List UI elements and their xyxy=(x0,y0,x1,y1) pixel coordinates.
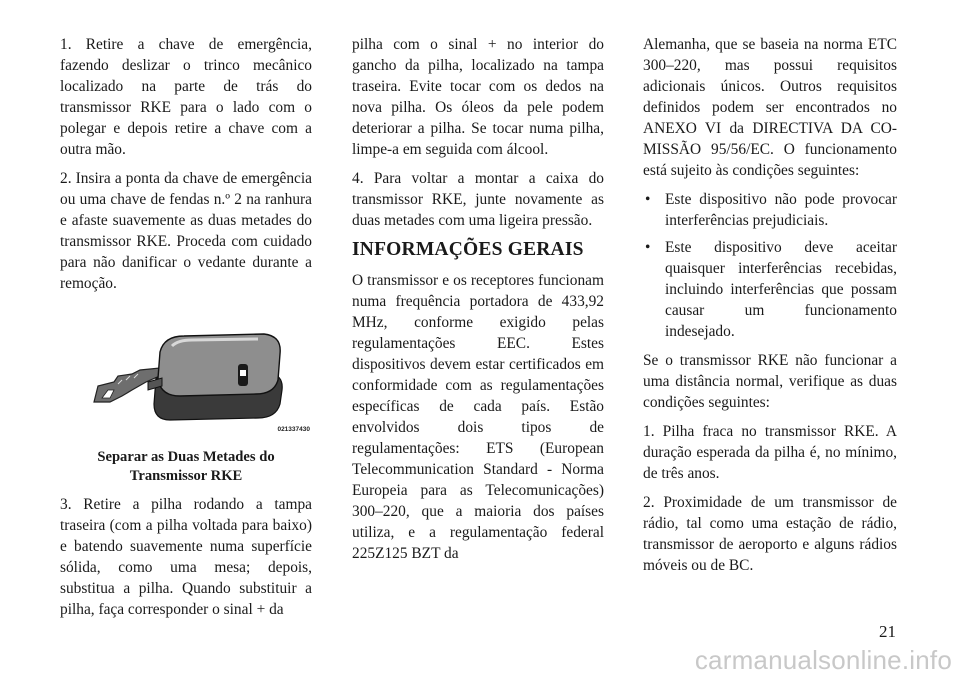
paragraph-regulations: Alemanha, que se baseia na norma ETC 300–220, mas possui requisitos adicionais únicos. Outros requisitos definidos podem ser encontrados no ANEXO VI da DIRECTIVA DA CO-MISSÃO 95/56/EC. O funcionamento está sujeito às condições seguintes: xyxy=(643,36,897,179)
paragraph-step-2: 2. Insira a ponta da chave de emergência ou uma chave de fendas n.º 2 na ranhura e afaste suavemente as duas metades do transmissor RKE. Proceda com cuidado para não danificar o vedante durante a remoção. xyxy=(60,170,312,292)
figure-caption: Separar as Duas Metades do Transmissor RKE xyxy=(97,449,275,484)
paragraph-general-info: O transmissor e os receptores funcionam numa frequência portadora de 433,92 MHz, conforme exigido pelas regulamentações EEC. Estes dispositivos devem estar certificados em conformidade com as regulamentações específicas de cada país. Estão envolvidos dois tipos de regulamentações: ETS (European Telecommunication Standard - Norma Europeia para as Telecomunicações) 300–220, que a maioria dos países utiliza, e a regulamentação federal 225Z125 BZT da xyxy=(352,272,604,562)
conditions-list xyxy=(643,189,897,342)
bullet-icon: • xyxy=(645,191,651,208)
paragraph-troubleshoot-intro: Se o transmissor RKE não funcionar a uma distância normal, verifique as duas condições seguintes: xyxy=(643,352,897,411)
paragraph-condition-1: 1. Pilha fraca no transmissor RKE. A duração esperada da pilha é, no mínimo, de três anos. xyxy=(643,423,897,482)
watermark: carmanualsonline.info xyxy=(694,645,952,675)
paragraph-step-3: 3. Retire a pilha rodando a tampa traseira (com a pilha voltada para baixo) e batendo suavemente numa superfície sólida, como uma mesa; depois, substitua a pilha. Quando substituir a pilha, faça corresponder o sinal + da xyxy=(60,496,312,618)
column-right xyxy=(643,34,897,584)
paragraph-condition-2: 2. Proximidade de um transmissor de rádio, tal como uma estação de rádio, transmissor de aeroporto e alguns rádios móveis ou de BC. xyxy=(643,494,897,574)
column-left xyxy=(60,34,312,628)
paragraph-continued: pilha com o sinal + no interior do gancho da pilha, localizado na tampa traseira. Evite tocar com os dedos na nova pilha. Os óleos da pele podem deteriorar a pilha. Se tocar numa pilha, limpe-a em seguida com álcool. xyxy=(352,36,604,158)
list-item-text: Este dispositivo não pode provocar interferências prejudiciais. xyxy=(665,191,897,229)
bullet-icon: • xyxy=(645,239,651,256)
paragraph-step-1: 1. Retire a chave de emergência, fazendo deslizar o trinco mecânico localizado na parte de trás do transmissor RKE para o lado com o polegar e depois retire a chave com a outra mão. xyxy=(60,36,312,158)
column-middle xyxy=(352,34,604,572)
list-item xyxy=(643,237,897,342)
list-item xyxy=(643,189,897,231)
page-number: 21 xyxy=(879,622,896,641)
list-item-text: Este dispositivo deve aceitar quaisquer interferências recebidas, incluindo interferências que possam causar um funcionamento indesejado. xyxy=(665,239,897,340)
key-fob-illustration xyxy=(88,324,288,434)
section-heading: INFORMAÇÕES GERAIS xyxy=(352,239,584,260)
paragraph-step-4: 4. Para voltar a montar a caixa do transmissor RKE, junte novamente as duas metades com uma ligeira pressão. xyxy=(352,170,604,229)
key-fob-figure xyxy=(60,324,312,442)
figure-code: 021337430 xyxy=(277,426,310,433)
